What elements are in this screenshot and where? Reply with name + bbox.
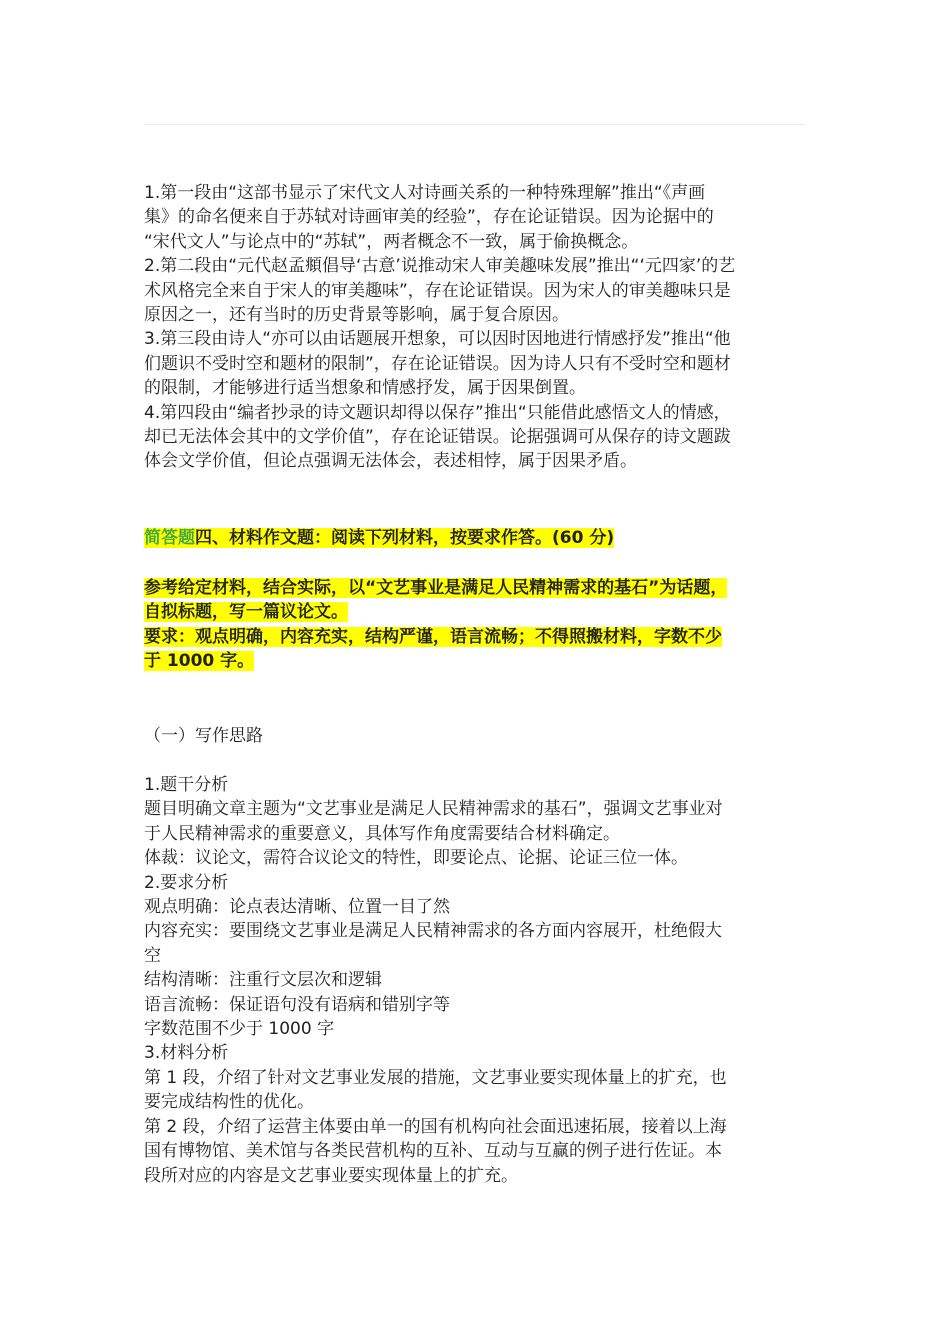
- prompt-line: 自拟标题，写一篇议论文。: [144, 602, 348, 623]
- answer-line: 原因之一，还有当时的历史背景等影响，属于复合原因。: [144, 305, 569, 326]
- answer-line: 4.第四段由“编者抄录的诗文题识却得以保存”推出“只能借此感悟文人的情感，: [144, 402, 731, 423]
- analysis-line: 结构清晰：注重行文层次和逻辑: [144, 970, 382, 991]
- analysis-line: 题目明确文章主题为“文艺事业是满足人民精神需求的基石”，强调文艺事业对: [144, 799, 723, 820]
- analysis-line: 内容充实：要围绕文艺事业是满足人民精神需求的各方面内容展开，杜绝假大: [144, 921, 722, 942]
- analysis-line: 1.题干分析: [144, 775, 229, 795]
- answer-line: 3.第三段由诗人“亦可以由话题展开想象，可以因时因地进行情感抒发”推出“他: [144, 329, 731, 350]
- question-type-label: 简答题: [144, 528, 195, 548]
- analysis-line: 观点明确：论点表达清晰、位置一目了然: [144, 897, 450, 918]
- answer-line: 2.第二段由“元代赵孟頫倡导‘古意’说推动宋人审美趣味发展”推出“‘元四家’的艺: [144, 256, 736, 277]
- answer-line: 的限制，才能够进行适当想象和情感抒发，属于因果倒置。: [144, 378, 586, 399]
- answer-line: 却已无法体会其中的文学价值”，存在论证错误。论据强调可从保存的诗文题跋: [144, 427, 731, 448]
- header-rule: [144, 124, 806, 125]
- analysis-line: 字数范围不少于 1000 字: [144, 1019, 335, 1040]
- analysis-line: 第 2 段，介绍了运营主体要由单一的国有机构向社会面迅速拓展，接着以上海: [144, 1116, 727, 1137]
- prompt-line: 参考给定材料，结合实际，以“文艺事业是满足人民精神需求的基石”为话题，: [144, 578, 728, 598]
- section-heading: （一）写作思路: [144, 726, 263, 746]
- question-title: 四、材料作文题：阅读下列材料，按要求作答。(60 分): [195, 528, 615, 548]
- analysis-line: 体裁：议论文，需符合议论文的特性，即要论点、论据、论证三位一体。: [144, 848, 688, 869]
- answer-line: 1.第一段由“这部书显示了宋代文人对诗画关系的一种特殊理解”推出“《声画: [144, 183, 706, 203]
- analysis-section: [144, 773, 804, 1188]
- question-prompt: [144, 576, 804, 674]
- analysis-line: 语言流畅：保证语句没有语病和错别字等: [144, 994, 450, 1015]
- answer-line: 们题识不受时空和题材的限制”，存在论证错误。因为诗人只有不受时空和题材: [144, 353, 731, 374]
- requirement-line: 要求：观点明确，内容充实，结构严谨，语言流畅；不得照搬材料，字数不少: [144, 626, 722, 647]
- analysis-line: 要完成结构性的优化。: [144, 1092, 314, 1113]
- answer-list: [144, 181, 804, 474]
- answer-line: 术风格完全来自于宋人的审美趣味”，存在论证错误。因为宋人的审美趣味只是: [144, 280, 731, 301]
- analysis-line: 于人民精神需求的重要意义，具体写作角度需要结合材料确定。: [144, 823, 620, 844]
- analysis-line: 段所对应的内容是文艺事业要实现体量上的扩充。: [144, 1165, 518, 1186]
- analysis-line: 第 1 段，介绍了针对文艺事业发展的措施，文艺事业要实现体量上的扩充，也: [144, 1067, 727, 1088]
- analysis-line: 空: [144, 945, 161, 966]
- requirement-line: 于 1000 字。: [144, 651, 255, 672]
- analysis-line: 3.材料分析: [144, 1043, 229, 1064]
- analysis-line: 2.要求分析: [144, 872, 229, 893]
- answer-line: 集》的命名便来自于苏轼对诗画审美的经验”，存在论证错误。因为论据中的: [144, 207, 714, 228]
- answer-line: 体会文学价值，但论点强调无法体会，表述相悖，属于因果矛盾。: [144, 451, 637, 472]
- question-header: [144, 526, 804, 550]
- answer-line: “宋代文人”与论点中的“苏轼”，两者概念不一致，属于偷换概念。: [144, 231, 639, 252]
- analysis-line: 国有博物馆、美术馆与各类民营机构的互补、互动与互赢的例子进行佐证。本: [144, 1141, 722, 1162]
